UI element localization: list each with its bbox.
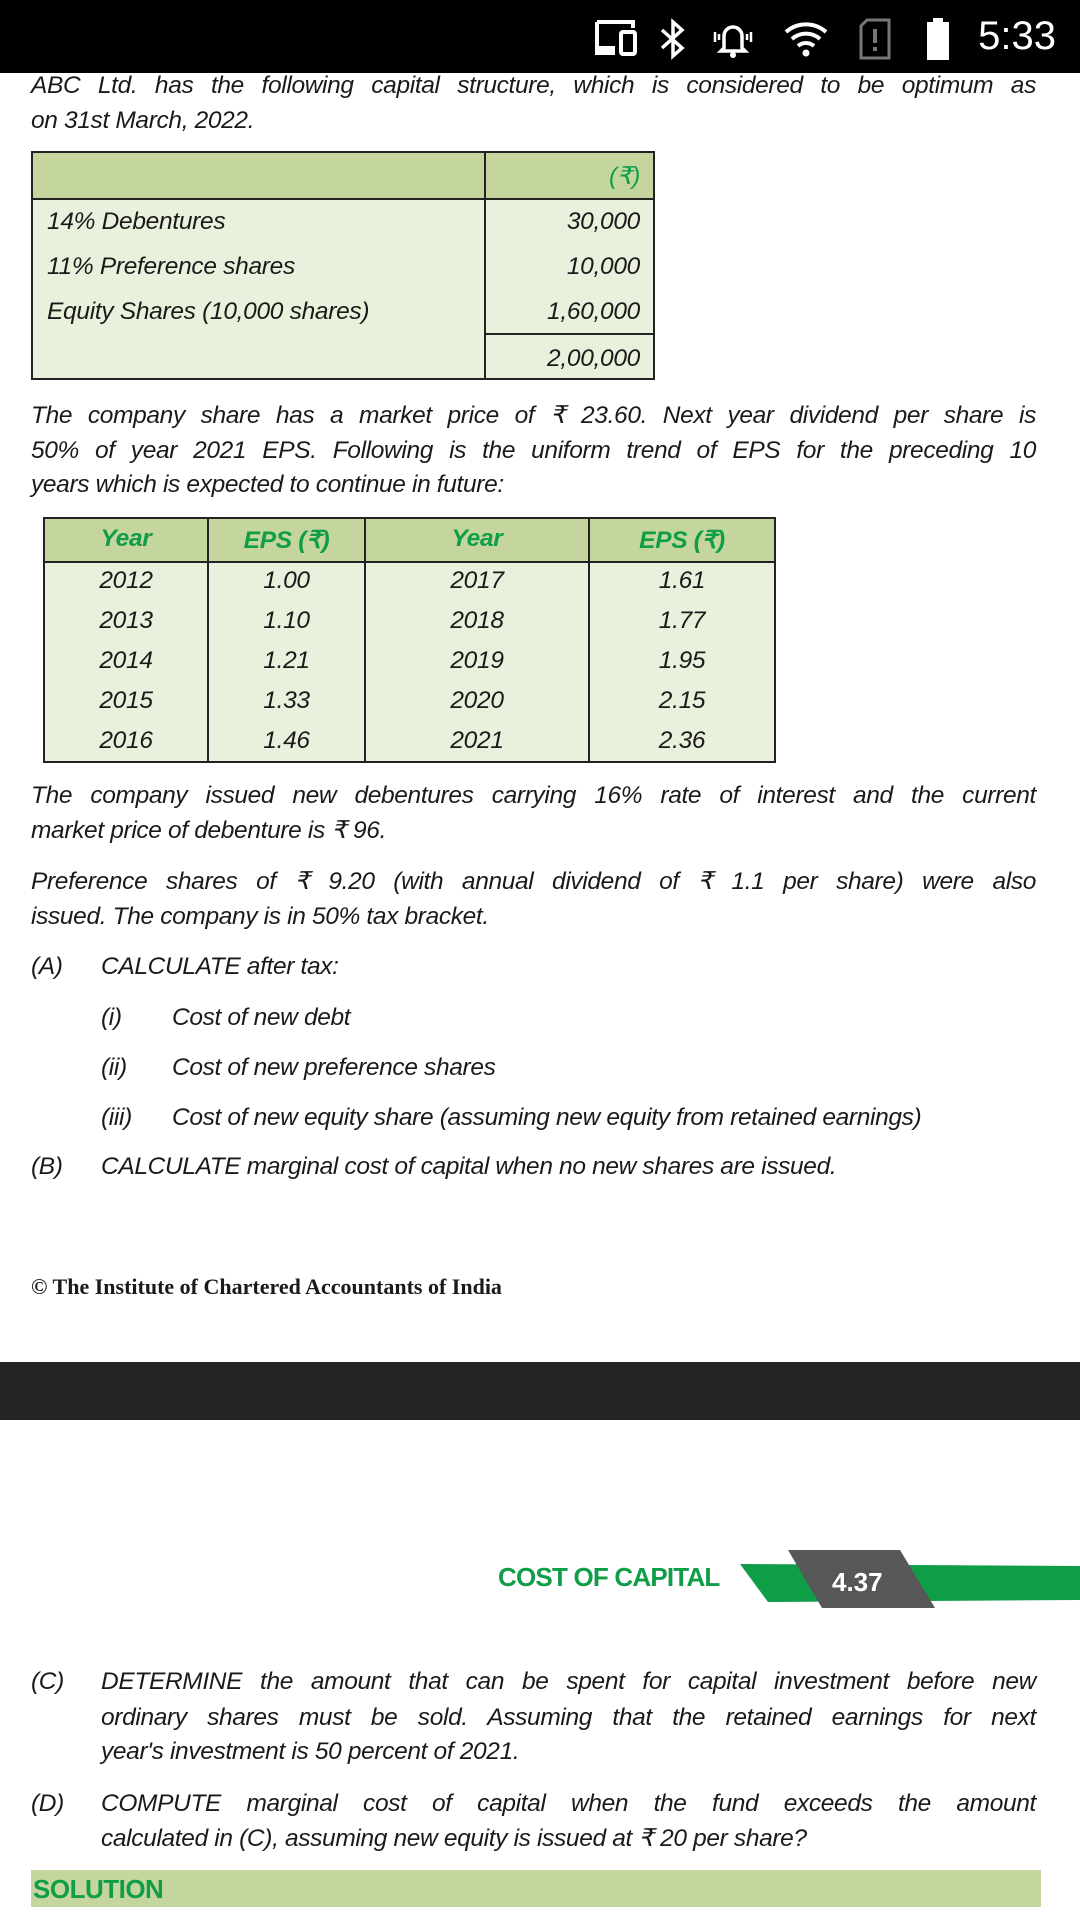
- copyright: © The Institute of Chartered Accountants of India: [31, 1274, 502, 1299]
- question-label: (D): [31, 1790, 64, 1817]
- column-header: EPS (₹): [243, 527, 330, 554]
- solution-heading: SOLUTION: [33, 1874, 164, 1904]
- cast-icon: [593, 18, 641, 58]
- year-cell: 2015: [99, 687, 153, 714]
- status-bar: [0, 0, 1080, 73]
- row-label: 11% Preference shares: [47, 253, 295, 280]
- column-header: Year: [100, 525, 152, 552]
- year-cell: 2017: [450, 567, 504, 594]
- wifi-icon: [782, 18, 830, 58]
- year-cell: 2018: [450, 607, 504, 634]
- row-amount: 30,000: [566, 208, 640, 235]
- year-cell: 2012: [99, 567, 153, 594]
- column-divider: [364, 519, 366, 761]
- question-label: (B): [31, 1153, 63, 1180]
- question-label: (C): [31, 1668, 64, 1695]
- subquestion-label: (ii): [101, 1054, 127, 1081]
- eps-cell: 1.46: [263, 727, 310, 754]
- clock: 5:33: [978, 14, 1056, 58]
- column-header: EPS (₹): [639, 527, 725, 554]
- question-text: calculated in (C), assuming new equity is issued at ₹ 20 per share?: [101, 1825, 807, 1852]
- year-cell: 2013: [99, 607, 153, 634]
- question-label: (A): [31, 953, 63, 980]
- row-amount: 10,000: [566, 253, 640, 280]
- paragraph-line: The company issued new debentures carrying 16% rate of interest and the current: [31, 782, 1036, 809]
- eps-cell: 1.95: [658, 647, 706, 674]
- paragraph-line: 50% of year 2021 EPS. Following is the uniform trend of EPS for the preceding 10: [31, 437, 1036, 464]
- year-cell: 2020: [450, 687, 504, 714]
- page-number: 4.37: [832, 1567, 883, 1597]
- row-label: 14% Debentures: [47, 208, 226, 235]
- intro-line: on 31st March, 2022.: [31, 107, 255, 134]
- solution-heading-bar: [31, 1870, 1041, 1907]
- eps-trend-table: [43, 517, 776, 763]
- subquestion-label: (iii): [101, 1104, 132, 1131]
- eps-cell: 1.77: [658, 607, 706, 634]
- total-rule: [484, 333, 655, 335]
- eps-cell: 1.10: [263, 607, 310, 634]
- column-divider: [588, 519, 590, 761]
- year-cell: 2021: [450, 727, 504, 754]
- question-text: CALCULATE after tax:: [101, 953, 339, 980]
- year-cell: 2019: [450, 647, 504, 674]
- year-cell: 2014: [99, 647, 153, 674]
- eps-cell: 1.00: [263, 567, 310, 594]
- battery-icon: [926, 18, 950, 60]
- column-divider: [207, 519, 209, 761]
- bluetooth-icon: [658, 18, 688, 60]
- question-text: ordinary shares must be sold. Assuming that the retained earnings for next: [101, 1704, 1036, 1731]
- subquestion-text: Cost of new debt: [172, 1004, 351, 1031]
- paragraph-line: market price of debenture is ₹ 96.: [31, 817, 387, 844]
- eps-cell: 2.36: [658, 727, 706, 754]
- page-break-band: [0, 1362, 1080, 1420]
- eps-cell: 2.15: [658, 687, 706, 714]
- paragraph-line: The company share has a market price of ₹ 23.60. Next year dividend per share is: [31, 402, 1036, 429]
- total-amount: 2,00,000: [547, 345, 640, 372]
- row-label: Equity Shares (10,000 shares): [47, 298, 370, 325]
- question-text: CALCULATE marginal cost of capital when no new shares are issued.: [101, 1153, 837, 1180]
- question-text: year's investment is 50 percent of 2021.: [101, 1738, 520, 1765]
- subquestion-text: Cost of new equity share (assuming new equity from retained earnings): [172, 1104, 922, 1131]
- vibrate-bell-icon: [710, 18, 756, 60]
- question-text: DETERMINE the amount that can be spent for capital investment before new: [101, 1668, 1036, 1695]
- sim-alert-icon: [857, 18, 893, 60]
- subquestion-text: Cost of new preference shares: [172, 1054, 496, 1081]
- row-amount: 1,60,000: [547, 298, 640, 325]
- paragraph-line: issued. The company is in 50% tax bracket.: [31, 903, 489, 930]
- subquestion-label: (i): [101, 1004, 122, 1031]
- page-header-ribbon: [740, 1550, 1080, 1612]
- year-cell: 2016: [99, 727, 153, 754]
- column-header: Year: [451, 525, 503, 552]
- intro-line: ABC Ltd. has the following capital structure, which is considered to be optimum as: [31, 72, 1036, 99]
- eps-cell: 1.61: [658, 567, 706, 594]
- question-text: COMPUTE marginal cost of capital when the fund exceeds the amount: [101, 1790, 1036, 1817]
- capital-structure-table: [31, 151, 655, 380]
- eps-cell: 1.21: [263, 647, 310, 674]
- chapter-title: COST OF CAPITAL: [498, 1562, 720, 1592]
- paragraph-line: years which is expected to continue in future:: [31, 471, 504, 498]
- unit-header: (₹): [608, 163, 640, 190]
- eps-cell: 1.33: [263, 687, 310, 714]
- paragraph-line: Preference shares of ₹ 9.20 (with annual dividend of ₹ 1.1 per share) were also: [31, 868, 1036, 895]
